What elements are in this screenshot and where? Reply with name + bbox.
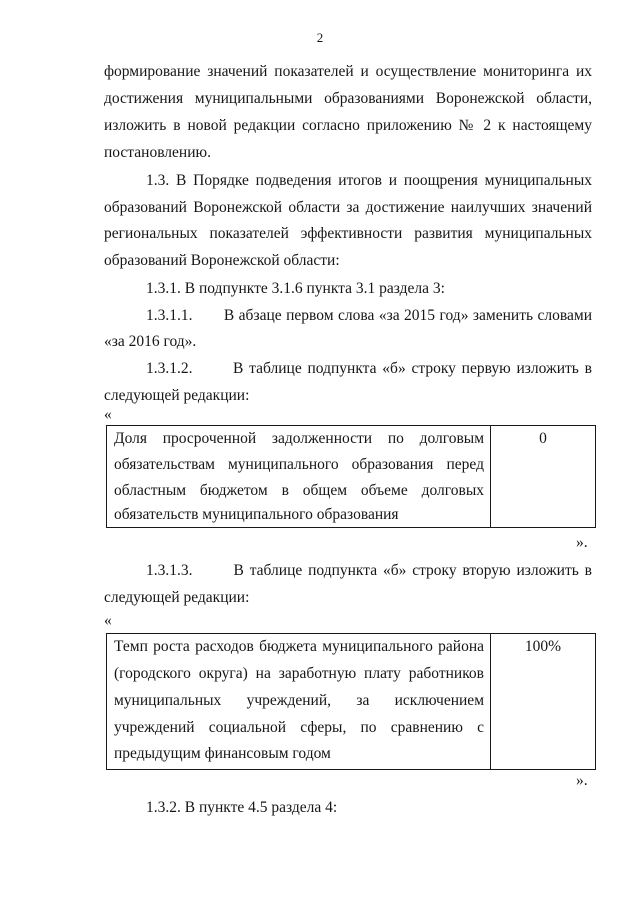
item-1-3-1-1-line-1: 1.3.1.1. В абзаце первом слова «за 2015 год» заменить словами	[146, 307, 592, 324]
item-1-3-1-1-line-2: «за 2016 год».	[104, 333, 197, 350]
table2-text-line-1: Темп роста расходов бюджета муниципального района	[114, 638, 484, 655]
table2-text-line-5: предыдущим финансовым годом	[114, 745, 331, 762]
intro-line-4: постановлению.	[104, 144, 211, 161]
table1-text-line-2: обязательствам муниципального образования перед	[114, 456, 484, 473]
intro-line-1: формирование значений показателей и осуществление мониторинга их	[104, 63, 592, 80]
item-1-3-1-3-line-1: 1.3.1.3. В таблице подпункта «б» строку вторую изложить в	[146, 562, 592, 579]
section-1-3-line-2: образований Воронежской области за достижение наилучших значений	[104, 199, 592, 216]
table2-text-line-4: учреждений социальной сферы, по сравнению с	[114, 719, 484, 736]
table2-text-line-2: (городского округа) на заработную плату работников	[114, 665, 484, 682]
table2	[106, 633, 596, 770]
table2-open-quote: «	[104, 612, 112, 629]
table1-open-quote: «	[104, 406, 112, 423]
table1-value: 0	[539, 430, 547, 447]
item-1-3-1: 1.3.1. В подпункте 3.1.6 пункта 3.1 раздела 3:	[146, 280, 445, 297]
table1-text-line-4: обязательств муниципального образования	[114, 506, 399, 523]
table1-close-quote: ».	[576, 534, 588, 551]
section-1-3-line-4: образований Воронежской области:	[104, 252, 340, 269]
item-1-3-2: 1.3.2. В пункте 4.5 раздела 4:	[146, 799, 338, 816]
table1-text-line-1: Доля просроченной задолженности по долговым	[114, 430, 484, 447]
intro-line-3: изложить в новой редакции согласно приложению № 2 к настоящему	[104, 117, 592, 134]
table2-close-quote: ».	[576, 772, 588, 789]
page-number: 2	[316, 30, 324, 45]
table1-text-line-3: областным бюджетом в общем объеме долговых	[114, 482, 484, 499]
item-1-3-1-3-line-2: следующей редакции:	[104, 589, 250, 606]
table2-value: 100%	[524, 638, 562, 655]
item-1-3-1-2-line-2: следующей редакции:	[104, 387, 250, 404]
intro-line-2: достижения муниципальными образованиями Воронежской области,	[104, 90, 592, 107]
table2-text-line-3: муниципальных учреждений, за исключением	[114, 692, 484, 709]
section-1-3-line-3: региональных показателей эффективности развития муниципальных	[104, 225, 592, 242]
table1	[106, 425, 596, 528]
section-1-3-line-1: 1.3. В Порядке подведения итогов и поощрения муниципальных	[146, 172, 592, 189]
item-1-3-1-2-line-1: 1.3.1.2. В таблице подпункта «б» строку первую изложить в	[146, 360, 592, 377]
